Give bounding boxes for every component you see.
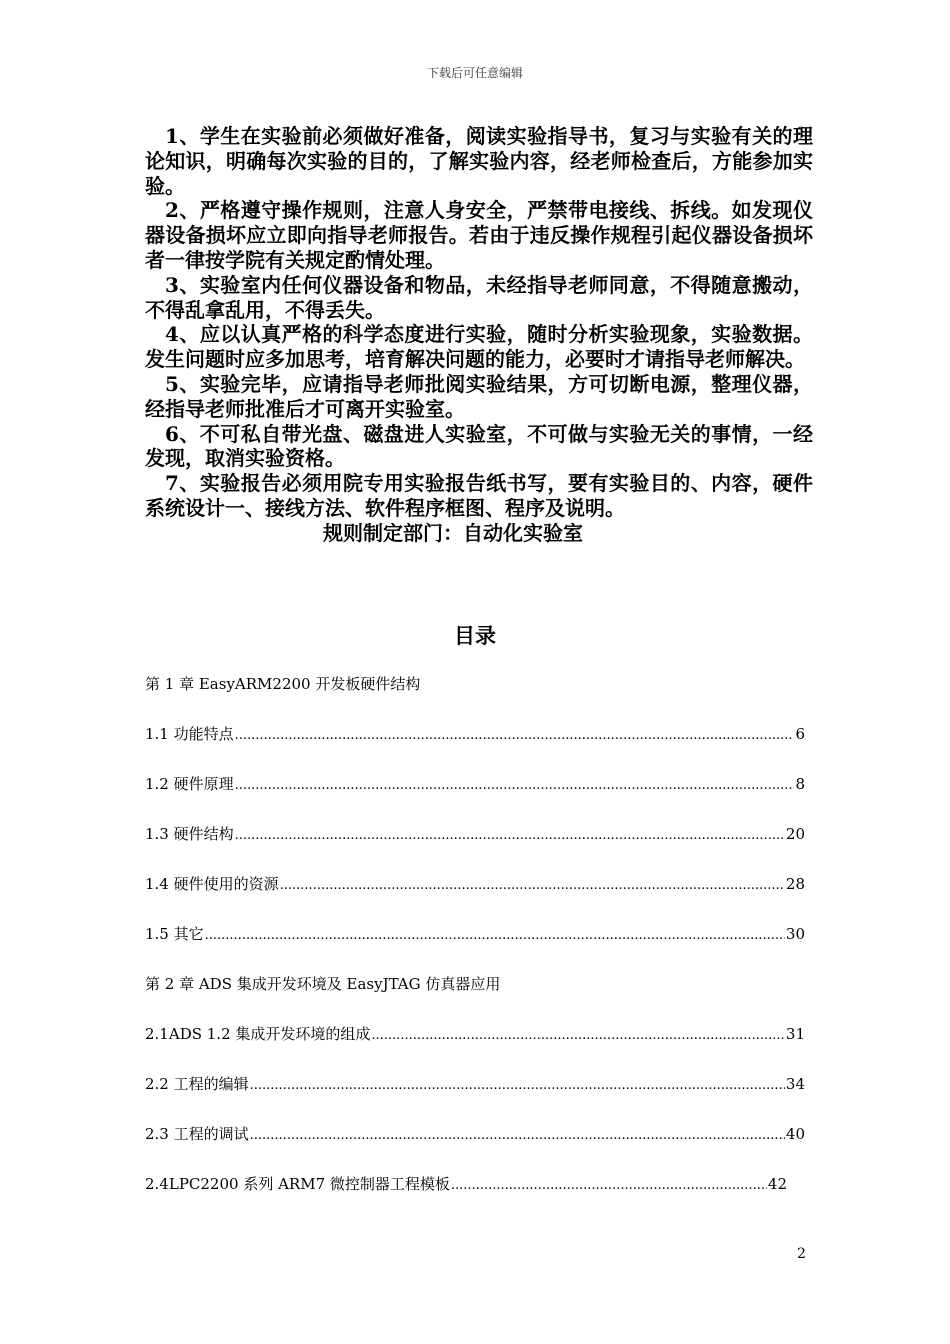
toc-title: 目录 <box>454 623 496 648</box>
toc-page: 31 <box>785 1025 805 1043</box>
toc-leader <box>371 1022 785 1046</box>
rule-paragraph: 2、严格遵守操作规则，注意人身安全，严禁带电接线、拆线。如发现仪器设备损坏应立即向指导老师报告。若由于违反操作规程引起仪器设备损坏者一律按学院有关规定酌情处理。 <box>145 198 813 272</box>
rule-paragraph: 7、实验报告必须用院专用实验报告纸书写，要有实验目的、内容，硬件系统设计一、接线方法、软件程序框图、程序及说明。 <box>145 471 813 520</box>
table-of-contents <box>145 672 805 1222</box>
toc-entry[interactable] <box>145 722 805 772</box>
rule-paragraph: 1、学生在实验前必须做好准备，阅读实验指导书，复习与实验有关的理论知识，明确每次实验的目的，了解实验内容，经老师检查后，方能参加实验。 <box>145 124 813 198</box>
toc-entry[interactable] <box>145 822 805 872</box>
rule-paragraph: 6、不可私自带光盘、磁盘进人实验室，不可做与实验无关的事情，一经发现，取消实验资格。 <box>145 421 813 471</box>
toc-chapter[interactable] <box>145 672 805 722</box>
toc-page: 20 <box>785 825 805 843</box>
toc-page: 40 <box>785 1125 805 1143</box>
toc-label: 1.5 其它 <box>145 925 204 943</box>
page-number: 2 <box>797 1246 806 1262</box>
toc-page: 8 <box>795 775 805 793</box>
toc-page: 6 <box>795 725 805 743</box>
toc-label: 第 1 章 EasyARM2200 开发板硬件结构 <box>145 675 421 693</box>
toc-page: 30 <box>785 925 805 943</box>
rule-paragraph: 4、应以认真严格的科学态度进行实验，随时分析实验现象，实验数据。发生问题时应多加思考，培育解决问题的能力，必要时才请指导老师解决。 <box>145 322 813 372</box>
toc-entry[interactable] <box>145 872 805 922</box>
toc-label: 1.2 硬件原理 <box>145 775 234 793</box>
toc-leader <box>451 1172 767 1196</box>
toc-page: 42 <box>767 1175 787 1193</box>
toc-entry[interactable] <box>145 922 805 972</box>
toc-label: 第 2 章 ADS 集成开发环境及 EasyJTAG 仿真器应用 <box>145 975 501 993</box>
toc-label: 1.1 功能特点 <box>145 725 234 743</box>
toc-label: 2.2 工程的编辑 <box>145 1075 249 1093</box>
toc-leader <box>250 1072 785 1096</box>
toc-page: 34 <box>785 1075 805 1093</box>
page-header: 下载后可任意编辑 <box>426 66 523 80</box>
lab-rules <box>145 124 813 546</box>
rule-paragraph: 5、实验完毕，应请指导老师批阅实验结果，方可切断电源，整理仪器，经指导老师批准后才可离开实验室。 <box>145 371 813 421</box>
toc-label: 2.1ADS 1.2 集成开发环境的组成 <box>145 1025 371 1043</box>
rule-paragraph: 3、实验室内任何仪器设备和物品，未经指导老师同意，不得随意搬动，不得乱拿乱用，不得丢失。 <box>145 272 813 322</box>
toc-label: 1.3 硬件结构 <box>145 825 234 843</box>
toc-leader <box>235 822 785 846</box>
toc-label: 2.3 工程的调试 <box>145 1125 249 1143</box>
department-line: 规则制定部门：自动化实验室 <box>323 520 583 545</box>
toc-chapter[interactable] <box>145 972 805 1022</box>
toc-label: 1.4 硬件使用的资源 <box>145 875 279 893</box>
toc-label: 2.4LPC2200 系列 ARM7 微控制器工程模板 <box>145 1175 450 1193</box>
toc-entry[interactable] <box>145 772 805 822</box>
toc-entry[interactable] <box>145 1122 805 1172</box>
toc-leader <box>280 872 785 896</box>
toc-entry[interactable] <box>145 1072 805 1122</box>
toc-page: 28 <box>785 875 805 893</box>
toc-leader <box>205 922 785 946</box>
toc-leader <box>235 722 795 746</box>
toc-entry[interactable] <box>145 1172 787 1222</box>
toc-leader <box>235 772 795 796</box>
toc-leader <box>250 1122 785 1146</box>
toc-entry[interactable] <box>145 1022 805 1072</box>
